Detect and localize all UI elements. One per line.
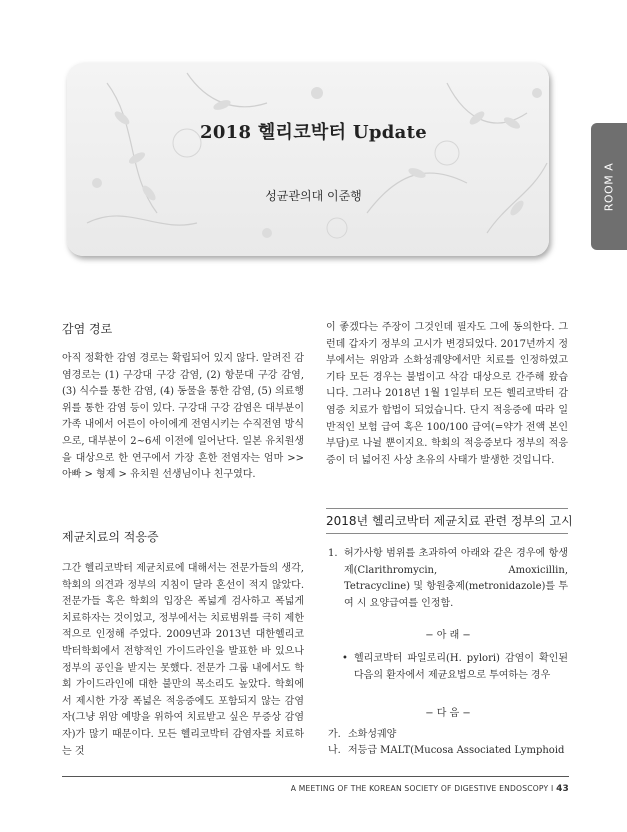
page-number: 43 <box>556 784 569 794</box>
right-continuation-paragraph <box>326 320 568 469</box>
footer-separator: I <box>550 784 554 793</box>
footer-journal: A MEETING OF THE KOREAN SOCIETY OF DIGESTIVE ENDOSCOPY <box>290 784 549 793</box>
bullet-icon: • <box>342 652 348 664</box>
paragraph-text: 아직 정확한 감염 경로는 확립되어 있지 않다. 알려진 감염경로는 (1) 구강대 구강 감염, (2) 항문대 구강 감염, (3) 식수를 통한 감염, (4) 동물을 통한 감염, (5) 의료행위를 통한 감염 등이 있다. 구강대 구강 감염은 대부분이 가족 내에서 어른이 아이에게 전염시키는 수직전염 방식으로, 대부분이 2~6세 이전에 일어난다. 일본 유치원생을 대상으로 한 연구에서 가장 흔한 전염자는 엄마 >> 아빠 > 형제 > 유치원 선생님이나 친구였다. <box>62 353 304 481</box>
sub-item-b <box>328 743 568 760</box>
title-banner <box>67 63 549 256</box>
footer <box>291 784 569 794</box>
bullet-text: 헬리코박터 파일로리(H. pylori) 감염이 확인된 다음의 환자에서 제균요법으로 투여하는 경우 <box>354 652 568 681</box>
sub-item-text: 저등급 MALT(Mucosa Associated Lymphoid <box>348 745 565 757</box>
infection-route-paragraph <box>62 351 304 484</box>
item-text: 허가사항 범위를 초과하여 아래와 같은 경우에 항생제(Clarithromycin, Amoxicillin, Tetracycline) 및 항원충제(metronidazole)를 투여 시 요양급여를 인정함. <box>344 548 568 609</box>
floral-background-icon <box>67 63 549 256</box>
paragraph-text: 그간 헬리코박터 제균치료에 대해서는 전문가들의 생각, 학회의 의견과 정부의 지침이 달라 혼선이 적지 않았다. 전문가들 혹은 학회의 입장은 폭넓게 검사하고 폭넓게 치료하자는 것이었고, 정부에서는 치료범위를 극히 제한적으로 인정해 주었다. 2009년과 2013년 대한헬리코박터학회에서 전향적인 가이드라인을 발표한 바 있으나 정부의 공인을 받지는 못했다. 전문가 그룹 내에서도 학회 가이드라인에 대한 불만의 목소리도 높았다. 학회에서 제시한 가장 폭넓은 적응증에도 포함되지 않는 감염자(그냥 위암 예방을 위하여 치료받고 싶은 무증상 감염자)가 많기 때문이다. 모든 헬리코박터 감염자를 치료하는 것 <box>62 563 304 757</box>
item-number: 1. <box>328 548 338 559</box>
notice-body <box>328 546 568 760</box>
below-label: − 아 래 − <box>425 630 471 642</box>
footer-rule <box>62 776 569 777</box>
page-title: 2018 헬리코박터 Update <box>200 122 427 143</box>
section-heading-indications: 제균치료의 적응증 <box>62 530 159 544</box>
section-heading-government-notice: 2018년 헬리코박터 제균치료 관련 정부의 고시 <box>326 514 573 528</box>
section-rule-bottom <box>326 533 568 534</box>
indications-paragraph <box>62 561 304 760</box>
next-label: − 다 음 − <box>425 708 471 720</box>
sub-item-number: 나. <box>328 745 341 757</box>
section-rule-top <box>326 508 568 509</box>
notice-item-1 <box>328 546 568 612</box>
sub-item-text: 소화성궤양 <box>348 728 397 740</box>
bullet-item <box>328 651 568 684</box>
sub-item-number: 가. <box>328 728 341 740</box>
author: 성균관의대 이준행 <box>265 189 362 203</box>
sub-item-a <box>328 727 568 744</box>
section-heading-infection-route: 감염 경로 <box>62 322 113 336</box>
room-tab-label: ROOM A <box>602 162 616 211</box>
paragraph-text: 이 좋겠다는 주장이 그것인데 필자도 그에 동의한다. 그런데 갑자기 정부의 고시가 변경되었다. 2017년까지 정부에서는 위암과 소화성궤양에서만 치료를 인정하였고 기타 모든 경우는 불법이고 삭감 대상으로 간주해 왔습니다. 그러나 2018년 1월 1일부터 모든 헬리코박터 감염증 치료가 합법이 되었습니다. 단지 적응증에 따라 일반적인 보험 급여 혹은 100/100 급여(=약가 전액 본인 부담)로 나뉠 뿐이지요. 학회의 적응증보다 정부의 적응증이 더 넓어진 사상 초유의 사태가 발생한 것입니다. <box>326 322 568 466</box>
room-tab <box>591 123 627 250</box>
